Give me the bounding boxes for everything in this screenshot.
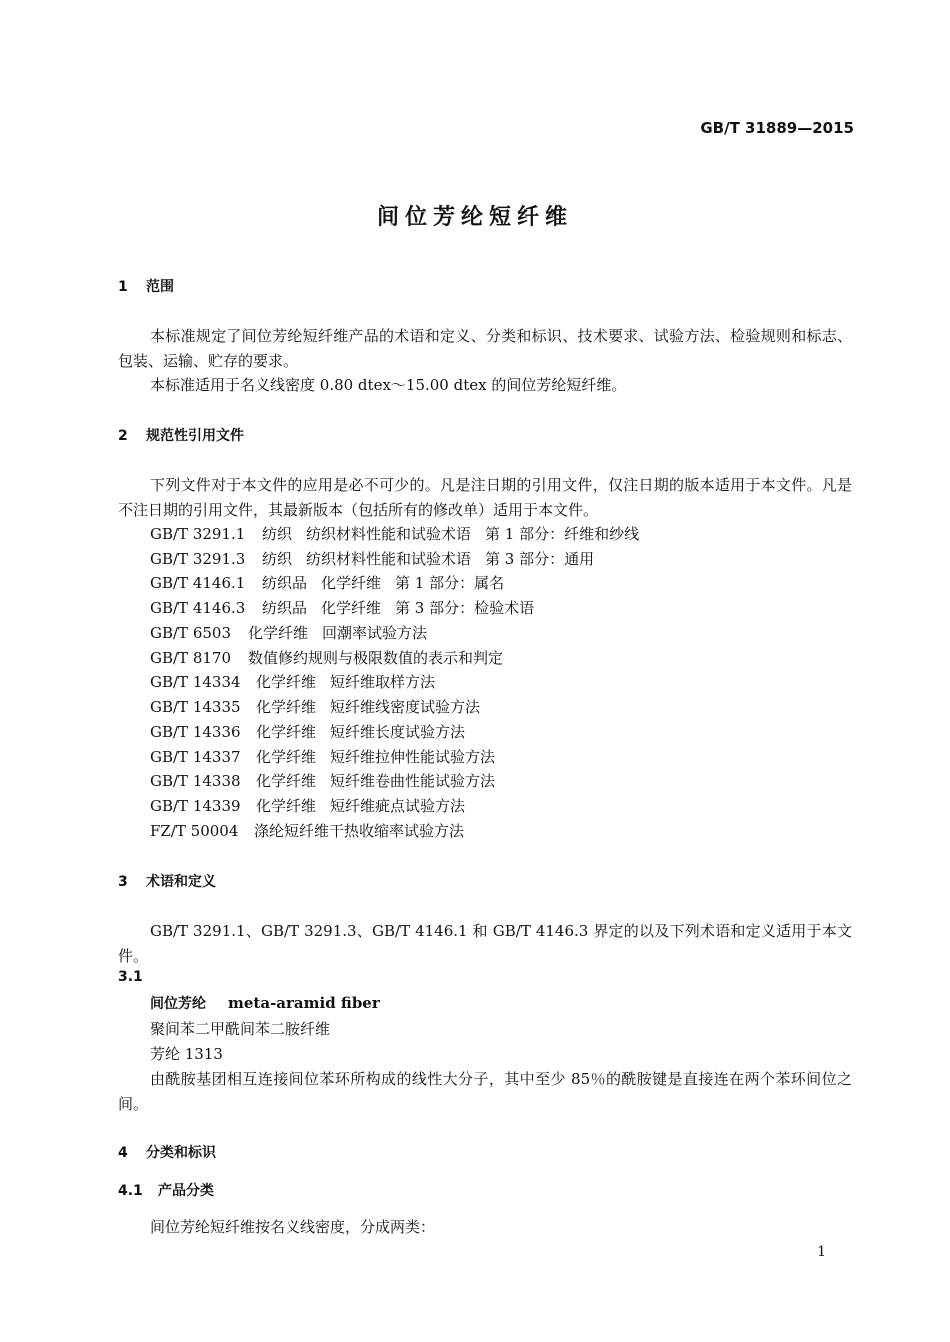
reference-title-part: 回潮率试验方法 [322, 624, 428, 642]
reference-code: GB/T 14335 [150, 698, 241, 716]
page-number: 1 [817, 1244, 826, 1260]
reference-title-part: 短纤维疵点试验方法 [330, 797, 466, 815]
standard-code: GB/T 31889—2015 [700, 119, 854, 137]
reference-title-part: 化学纤维 [321, 599, 382, 617]
scope-paragraph-2: 本标准适用于名义线密度 0.80 dtex～15.00 dtex 的间位芳纶短纤维。 [150, 376, 627, 394]
reference-code: GB/T 3291.1 [150, 525, 246, 543]
section-title: 分类和标识 [146, 1145, 216, 1161]
reference-title-part: 化学纤维 [256, 673, 317, 691]
section-4-heading [118, 1142, 216, 1162]
reference-title-part: 涤纶短纤维干热收缩率试验方法 [254, 822, 465, 840]
reference-item [150, 622, 427, 643]
term-entry [150, 993, 380, 1013]
reference-title-part: 短纤维长度试验方法 [330, 723, 466, 741]
reference-item [150, 820, 464, 841]
references-intro: 下列文件对于本文件的应用是必不可少的。凡是注日期的引用文件，仅注日期的版本适用于本文件。凡是不注日期的引用文件，其最新版本（包括所有的修改单）适用于本文件。 [118, 476, 852, 519]
section-1-heading [118, 276, 174, 296]
reference-item [150, 647, 503, 668]
reference-code: GB/T 3291.3 [150, 550, 246, 568]
terms-intro: GB/T 3291.1、GB/T 3291.3、GB/T 4146.1 和 GB/T 4146.3 界定的以及下列术语和定义适用于本文件。 [118, 922, 852, 965]
document-title: 间位芳纶短纤维 [376, 205, 573, 230]
reference-code: FZ/T 50004 [150, 822, 239, 840]
reference-code: GB/T 4146.1 [150, 574, 246, 592]
reference-code: GB/T 4146.3 [150, 599, 246, 617]
reference-title-part: 纺织 [262, 550, 293, 568]
reference-item [150, 795, 465, 816]
reference-title-part: 化学纤维 [248, 624, 309, 642]
reference-title-part: 纺织 [262, 525, 293, 543]
section-number: 4 [118, 1145, 128, 1161]
reference-title-part: 第 3 部分：检验术语 [395, 599, 535, 617]
reference-title-part: 数值修约规则与极限数值的表示和判定 [248, 649, 504, 667]
reference-item [150, 671, 435, 692]
reference-title-part: 纺织品 [262, 599, 308, 617]
section-number: 2 [118, 428, 128, 444]
section-title: 范围 [146, 279, 174, 295]
subsection-title: 产品分类 [158, 1183, 214, 1199]
reference-title-part: 化学纤维 [256, 797, 317, 815]
reference-title-part: 第 3 部分：通用 [485, 550, 595, 568]
reference-title-part: 化学纤维 [256, 748, 317, 766]
section-title: 术语和定义 [146, 874, 216, 890]
reference-title-part: 化学纤维 [256, 772, 317, 790]
section-2-heading [118, 425, 244, 445]
reference-item [150, 770, 495, 791]
term-english: meta-aramid fiber [228, 994, 380, 1012]
term-definition: 由酰胺基团相互连接间位苯环所构成的线性大分子，其中至少 85％的酰胺键是直接连在两个苯环间位之间。 [118, 1070, 852, 1113]
reference-code: GB/T 14338 [150, 772, 241, 790]
section-number: 3 [118, 874, 128, 890]
reference-item [150, 597, 534, 618]
reference-code: GB/T 14337 [150, 748, 241, 766]
reference-item [150, 721, 465, 742]
section-number: 1 [118, 279, 128, 295]
subsection-4-1-heading [118, 1180, 214, 1200]
reference-code: GB/T 14334 [150, 673, 241, 691]
reference-title-part: 第 1 部分：纤维和纱线 [485, 525, 640, 543]
reference-item [150, 548, 594, 569]
term-synonym: 芳纶 1313 [150, 1045, 223, 1063]
reference-title-part: 短纤维线密度试验方法 [330, 698, 481, 716]
reference-code: GB/T 14339 [150, 797, 241, 815]
reference-title-part: 纺织品 [262, 574, 308, 592]
subsection-number: 4.1 [118, 1183, 143, 1199]
reference-title-part: 纺织材料性能和试验术语 [306, 550, 472, 568]
reference-title-part: 第 1 部分：属名 [395, 574, 505, 592]
term-number: 3.1 [118, 969, 143, 985]
term-synonym: 聚间苯二甲酰间苯二胺纤维 [150, 1020, 331, 1038]
reference-item [150, 572, 504, 593]
section-3-heading [118, 871, 216, 891]
reference-code: GB/T 8170 [150, 649, 232, 667]
reference-title-part: 化学纤维 [256, 698, 317, 716]
reference-title-part: 化学纤维 [256, 723, 317, 741]
reference-title-part: 短纤维取样方法 [330, 673, 436, 691]
section-title: 规范性引用文件 [146, 428, 244, 444]
reference-title-part: 化学纤维 [321, 574, 382, 592]
reference-title-part: 纺织材料性能和试验术语 [306, 525, 472, 543]
scope-paragraph-1: 本标准规定了间位芳纶短纤维产品的术语和定义、分类和标识、技术要求、试验方法、检验规则和标志、包装、运输、贮存的要求。 [118, 327, 852, 370]
reference-item [150, 746, 495, 767]
classification-text: 间位芳纶短纤维按名义线密度，分成两类： [150, 1218, 436, 1236]
reference-code: GB/T 6503 [150, 624, 232, 642]
term-chinese: 间位芳纶 [150, 996, 206, 1012]
reference-title-part: 短纤维拉伸性能试验方法 [330, 748, 496, 766]
reference-item [150, 523, 639, 544]
reference-code: GB/T 14336 [150, 723, 241, 741]
reference-item [150, 696, 480, 717]
reference-title-part: 短纤维卷曲性能试验方法 [330, 772, 496, 790]
